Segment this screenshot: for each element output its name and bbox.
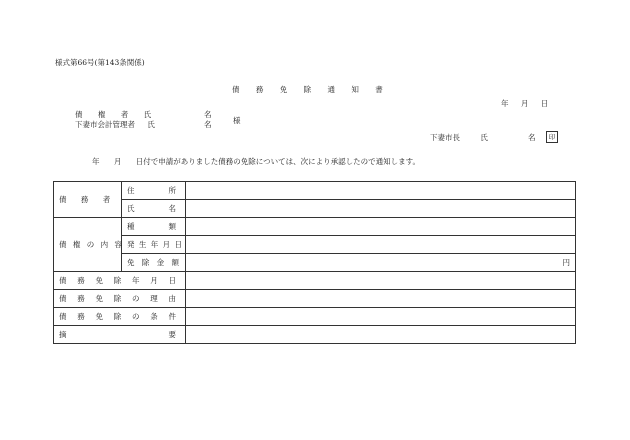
claim-content-label: 債 権 の 内 容	[54, 218, 122, 272]
honorific: 様	[233, 116, 241, 125]
recipient-accountant-role: 下妻市会計管理者 氏	[75, 120, 155, 129]
exemption-conditions-label: 債 務 免 除 の 条 件	[54, 308, 186, 326]
issuer-label: 下妻市長 氏	[430, 133, 488, 142]
table-row	[54, 308, 576, 326]
exemption-reason-field[interactable]	[186, 290, 576, 308]
recipient-creditor-role: 債 権 者 氏	[75, 110, 152, 119]
yen-unit: 円	[562, 258, 570, 267]
table-row	[54, 254, 576, 272]
document-title: 債 務 免 除 通 知 書	[232, 85, 383, 94]
table-row	[54, 236, 576, 254]
exemption-conditions-field[interactable]	[186, 308, 576, 326]
date-line: 年 月 日	[501, 99, 549, 108]
debtor-address-label: 住 所	[122, 182, 186, 200]
debtor-name-label: 氏 名	[122, 200, 186, 218]
table-row	[54, 182, 576, 200]
claim-date-label: 発 生 年 月 日	[122, 236, 186, 254]
exemption-form-table	[53, 181, 576, 344]
remarks-field[interactable]	[186, 326, 576, 344]
body-text: 年 月 日付で申請がありました債務の免除については、次により承認したので通知します。	[92, 157, 421, 166]
recipient-accountant-name: 名	[204, 120, 212, 129]
table-row	[54, 272, 576, 290]
claim-kind-field[interactable]	[186, 218, 576, 236]
debtor-address-field[interactable]	[186, 182, 576, 200]
remarks-label: 摘 要	[54, 326, 186, 344]
exemption-date-field[interactable]	[186, 272, 576, 290]
claim-amount-field[interactable]	[186, 254, 576, 272]
form-number: 様式第66号(第143条関係)	[55, 58, 145, 67]
debtor-label: 債 務 者	[54, 182, 122, 218]
seal-stamp: 印	[546, 131, 558, 143]
recipient-creditor-name: 名	[204, 110, 212, 119]
debtor-name-field[interactable]	[186, 200, 576, 218]
claim-kind-label: 種 類	[122, 218, 186, 236]
claim-date-field[interactable]	[186, 236, 576, 254]
claim-amount-label: 免 除 金 額	[122, 254, 186, 272]
exemption-date-label: 債 務 免 除 年 月 日	[54, 272, 186, 290]
table-row	[54, 290, 576, 308]
table-row	[54, 218, 576, 236]
table-row	[54, 200, 576, 218]
table-row	[54, 326, 576, 344]
exemption-reason-label: 債 務 免 除 の 理 由	[54, 290, 186, 308]
issuer-name: 名	[528, 133, 536, 142]
